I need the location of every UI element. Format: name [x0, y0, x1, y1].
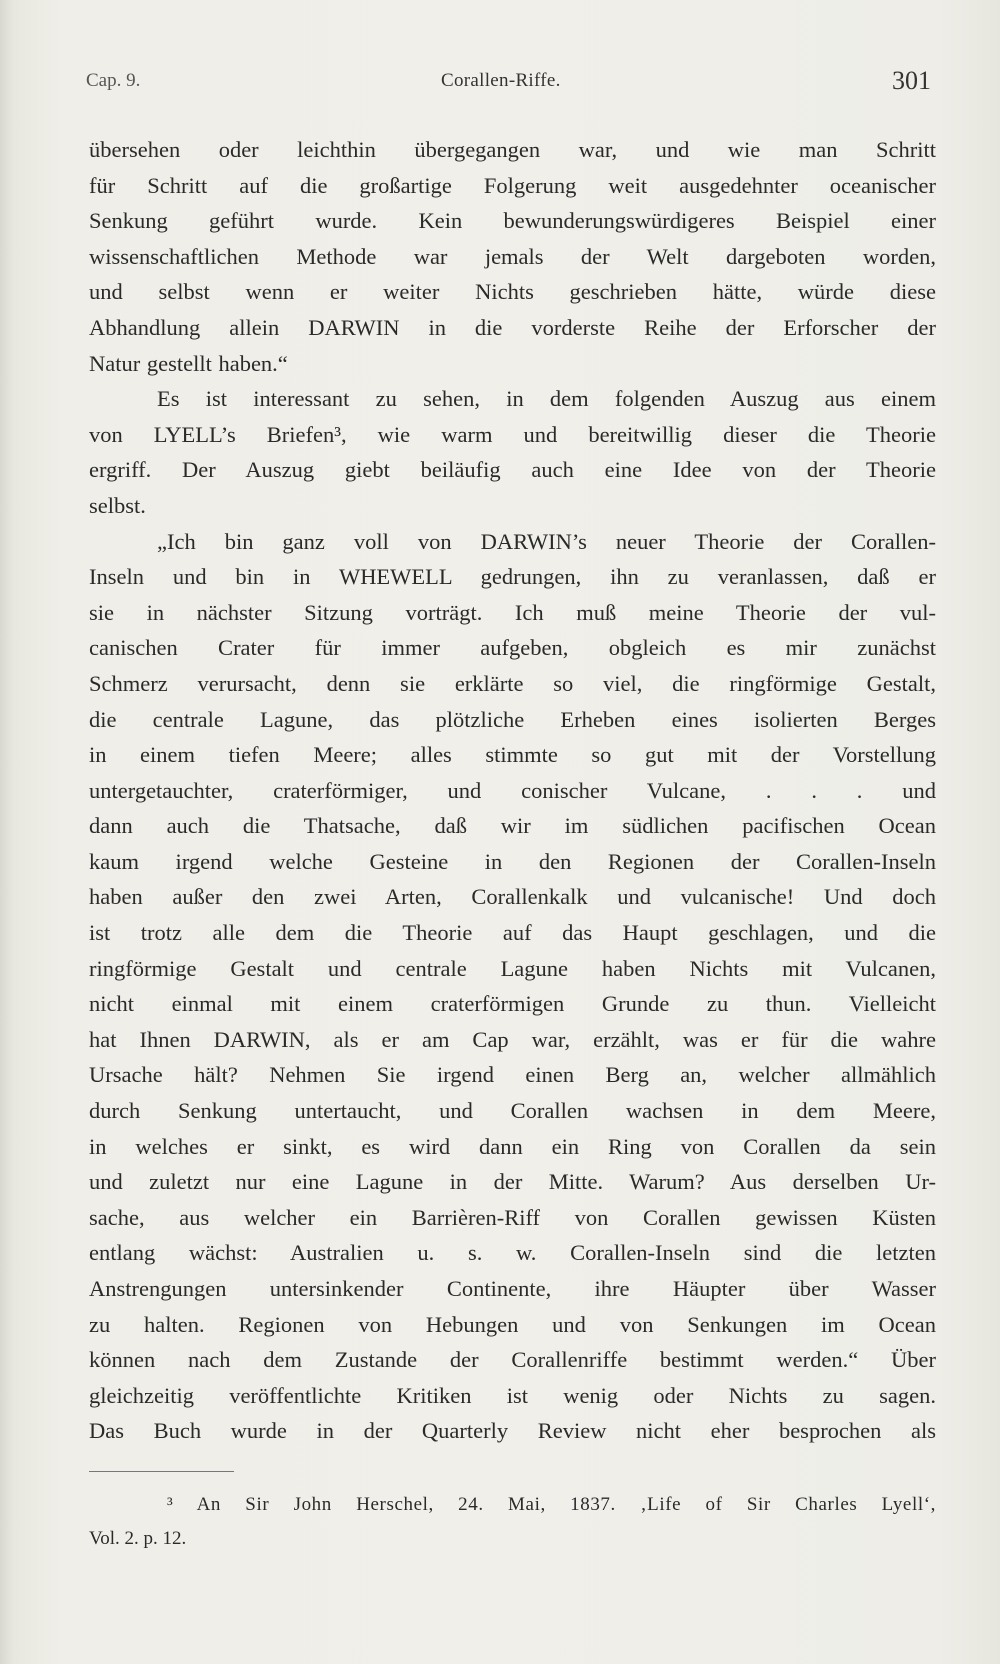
text-line: sie in nächster Sitzung vorträgt. Ich muß meine Theorie der vul-: [89, 599, 936, 625]
text-line: Ursache hält? Nehmen Sie irgend einen Berg an, welcher allmählich: [89, 1062, 936, 1088]
text-line: Das Buch wurde in der Quarterly Review nicht eher besprochen als: [89, 1418, 936, 1444]
text-line: kaum irgend welche Gesteine in den Regionen der Corallen-Inseln: [89, 848, 936, 874]
text-line: ergriff. Der Auszug giebt beiläufig auch eine Idee von der Theorie: [89, 457, 936, 483]
header-chapter: Cap. 9.: [86, 70, 141, 91]
text-line: untergetauchter, craterförmiger, und conischer Vulcane, . . . und: [89, 777, 936, 803]
text-line: selbst.: [89, 492, 146, 518]
text-line: dann auch die Thatsache, daß wir im südlichen pacifischen Ocean: [89, 813, 936, 839]
text-line: wissenschaftlichen Methode war jemals der Welt dargeboten worden,: [89, 243, 936, 269]
text-line: canischen Crater für immer aufgeben, obgleich es mir zunächst: [89, 635, 936, 661]
body-text: [89, 132, 936, 1449]
text-line: von LYELL’s Briefen³, wie warm und bereitwillig dieser die Theorie: [89, 421, 936, 447]
footnote-divider: [89, 1471, 234, 1472]
text-line: in einem tiefen Meere; alles stimmte so gut mit der Vorstellung: [89, 742, 936, 768]
text-line: ringförmige Gestalt und centrale Lagune haben Nichts mit Vulcanen,: [89, 955, 936, 981]
text-line: und selbst wenn er weiter Nichts geschrieben hätte, würde diese: [89, 279, 936, 305]
footnote-line: ³ An Sir John Herschel, 24. Mai, 1837. ‚Life of Sir Charles Lyell‘,: [167, 1494, 936, 1515]
text-line: Anstrengungen untersinkender Continente, ihre Häupter über Wasser: [89, 1276, 936, 1301]
text-line: Abhandlung allein DARWIN in die vorderste Reihe der Erforscher der: [89, 314, 936, 340]
running-header: [86, 66, 931, 100]
page-number: 301: [892, 66, 931, 95]
footnote: [89, 1488, 936, 1556]
text-line: können nach dem Zustande der Corallenriffe bestimmt werden.“ Über: [89, 1347, 936, 1373]
header-title: Corallen-Riffe.: [441, 70, 561, 91]
text-line: sache, aus welcher ein Barrièren-Riff von Corallen gewissen Küsten: [89, 1204, 936, 1230]
footnote-line: Vol. 2. p. 12.: [89, 1528, 187, 1549]
text-line: durch Senkung untertaucht, und Corallen wachsen in dem Meere,: [89, 1098, 936, 1124]
text-line: ist trotz alle dem die Theorie auf das Haupt geschlagen, und die: [89, 920, 936, 946]
text-line: übersehen oder leichthin übergegangen war, und wie man Schritt: [89, 137, 936, 162]
scan-edge-shadow: [0, 0, 14, 1664]
text-line: zu halten. Regionen von Hebungen und von Senkungen im Ocean: [89, 1311, 936, 1337]
text-line: für Schritt auf die großartige Folgerung weit ausgedehnter oceanischer: [89, 172, 936, 198]
text-line: nicht einmal mit einem craterförmigen Grunde zu thun. Vielleicht: [89, 991, 936, 1017]
text-line: die centrale Lagune, das plötzliche Erheben eines isolierten Berges: [89, 706, 936, 732]
text-line: in welches er sinkt, es wird dann ein Ring von Corallen da sein: [89, 1133, 936, 1159]
text-line: „Ich bin ganz voll von DARWIN’s neuer Theorie der Corallen-: [157, 528, 936, 554]
text-line: entlang wächst: Australien u. s. w. Corallen-Inseln sind die letzten: [89, 1240, 936, 1266]
text-line: haben außer den zwei Arten, Corallenkalk und vulcanische! Und doch: [89, 884, 936, 910]
text-line: Inseln und bin in WHEWELL gedrungen, ihn zu veranlassen, daß er: [89, 564, 936, 590]
text-line: Es ist interessant zu sehen, in dem folgenden Auszug aus einem: [157, 386, 936, 412]
text-line: hat Ihnen DARWIN, als er am Cap war, erzählt, was er für die wahre: [89, 1026, 936, 1052]
text-line: gleichzeitig veröffentlichte Kritiken ist wenig oder Nichts zu sagen.: [89, 1382, 936, 1408]
text-line: Senkung geführt wurde. Kein bewunderungswürdigeres Beispiel einer: [89, 208, 936, 234]
text-line: Natur gestellt haben.“: [89, 350, 288, 376]
text-line: Schmerz verursacht, denn sie erklärte so viel, die ringförmige Gestalt,: [89, 670, 936, 696]
text-line: und zuletzt nur eine Lagune in der Mitte. Warum? Aus derselben Ur-: [89, 1169, 936, 1195]
